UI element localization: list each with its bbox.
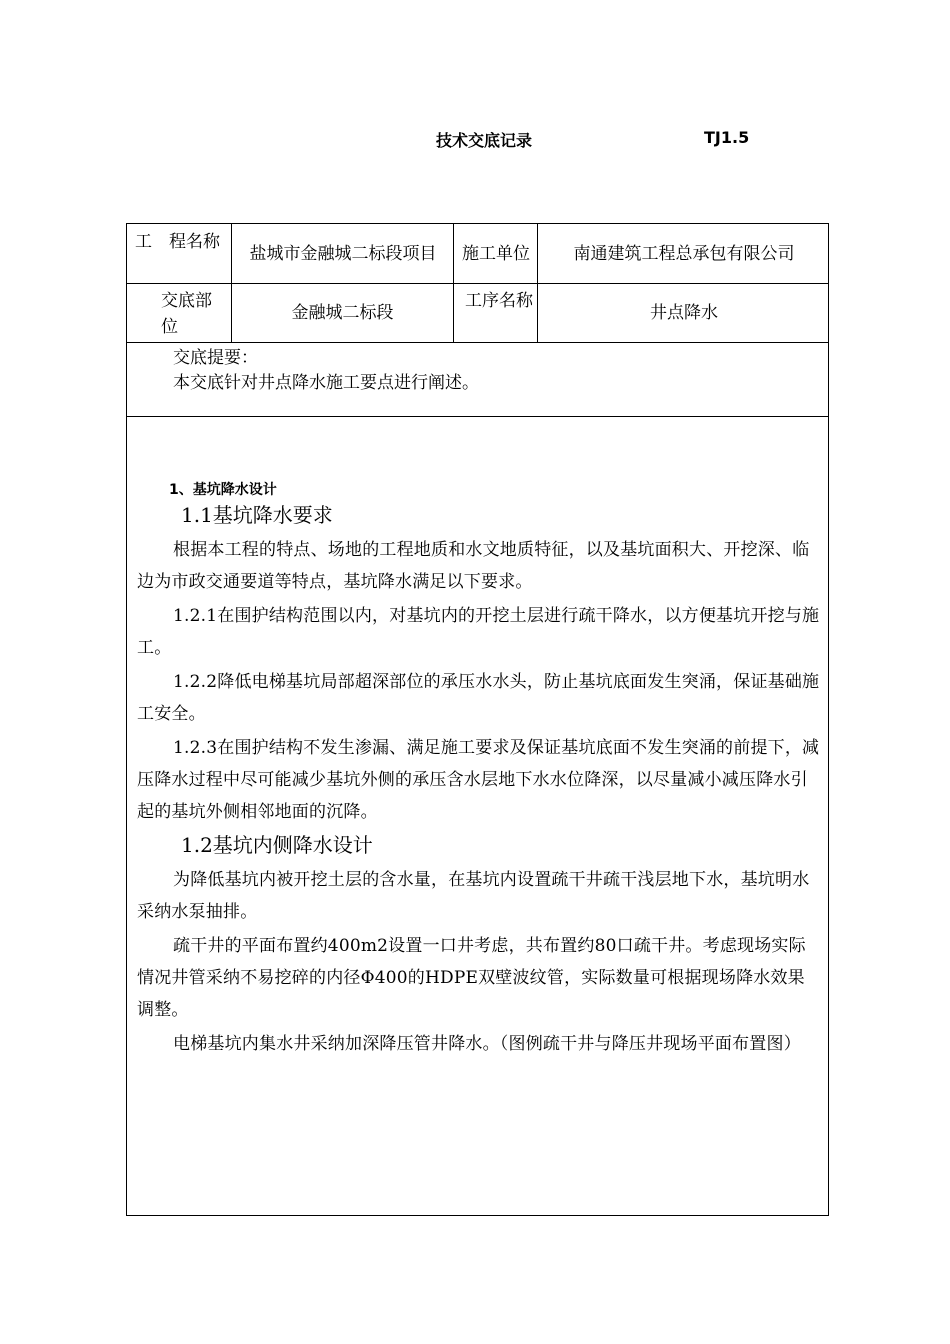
paragraph: 根据本工程的特点、场地的工程地质和水文地质特征，以及基坑面积大、开挖深、临边为市政交通要道等特点，基坑降水满足以下要求。 (137, 540, 810, 592)
section-heading: 1、基坑降水设计 (169, 482, 277, 498)
summary-label: 交底提要： (173, 348, 258, 368)
paragraph: 1.2.1在围护结构范围以内，对基坑内的开挖土层进行疏干降水，以方便基坑开挖与施工。 (137, 606, 820, 658)
record-table (126, 223, 829, 1216)
project-name-label: 工 程名称 (135, 232, 220, 252)
col-divider (537, 224, 538, 342)
disclosure-content (137, 480, 821, 1062)
document-title: 技术交底记录 (436, 131, 533, 150)
paragraph: 1.2.2降低电梯基坑局部超深部位的承压水水头，防止基坑底面发生突涌，保证基础施工安全。 (137, 672, 820, 724)
document-code: TJ1.5 (704, 128, 750, 147)
col-divider (453, 224, 454, 342)
paragraph: 为降低基坑内被开挖土层的含水量，在基坑内设置疏干井疏干浅层地下水，基坑明水采纳水泵抽排。 (137, 870, 810, 922)
row-divider (127, 416, 828, 417)
subsection-heading: 1.1基坑降水要求 (181, 503, 333, 527)
disclosure-part-label: 交底部位 (161, 291, 212, 337)
row-divider (127, 342, 828, 343)
project-name-value: 盐城市金融城二标段项目 (249, 244, 437, 264)
subsection-heading: 1.2基坑内侧降水设计 (181, 833, 373, 857)
construction-unit-value: 南通建筑工程总承包有限公司 (573, 243, 795, 264)
summary-text: 本交底针对井点降水施工要点进行阐述。 (173, 373, 479, 393)
construction-unit-label: 施工单位 (462, 244, 530, 264)
paragraph: 疏干井的平面布置约400m2设置一口井考虑，共布置约80口疏干井。考虑现场实际情况井管采纳不易挖碎的内径Φ400的HDPE双壁波纹管，实际数量可根据现场降水效果调整。 (137, 936, 806, 1020)
disclosure-part-value: 金融城二标段 (291, 302, 394, 323)
process-name-label: 工序名称 (465, 291, 533, 311)
process-name-value: 井点降水 (650, 302, 718, 323)
paragraph: 1.2.3在围护结构不发生渗漏、满足施工要求及保证基坑底面不发生突涌的前提下，减压降水过程中尽可能减少基坑外侧的承压含水层地下水水位降深，以尽量减小减压降水引起的基坑外侧相邻地面的沉降。 (137, 738, 820, 822)
paragraph: 电梯基坑内集水井采纳加深降压管井降水。（图例疏干井与降压井现场平面布置图） (173, 1034, 801, 1054)
